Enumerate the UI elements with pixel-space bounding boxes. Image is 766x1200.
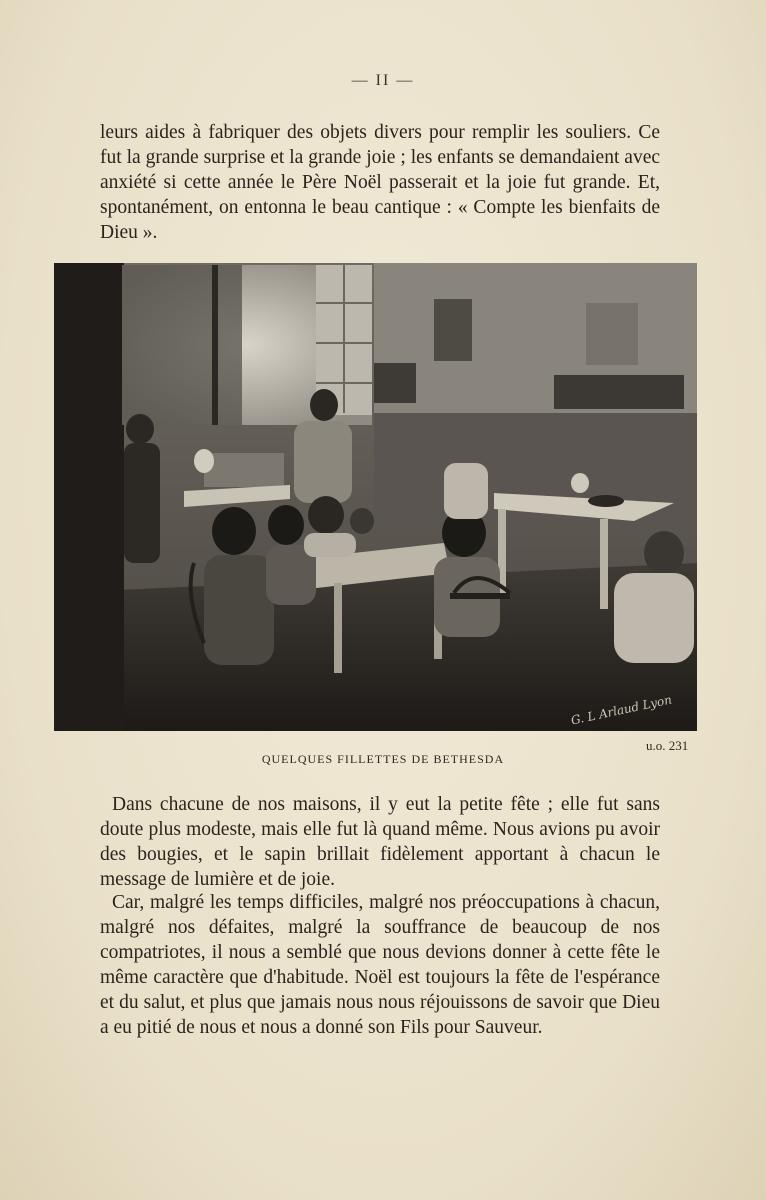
paragraph-2: Car, malgré les temps difficiles, malgré nos préoccupations à chacun, malgré nos défaites, malgré la souffrance de beaucoup de nos compatriotes, il nous a semblé que nous devions donner à cette fête le même caractère que d'habitude. Noël est toujours la fête de l'espérance et du salut, et plus que jamais nous nous réjouissons de savoir que Dieu a eu pitié de nous et nous a donné son Fils pour Sauveur. bbox=[100, 892, 660, 1038]
top-paragraph: leurs aides à fabriquer des objets divers pour remplir les souliers. Ce fut la grande surprise et la grande joie ; les enfants se demandaient avec anxiété si cette année le Père Noël passerait et la joie fut grande. Et, spontanément, on entonna le beau cantique : « Compte les bienfaits de Dieu ». bbox=[100, 122, 660, 243]
photographer-signature: G. L Arlaud Lyon bbox=[569, 692, 674, 728]
page-number: — II — bbox=[351, 72, 415, 89]
photo-caption: QUELQUES FILLETTES DE BETHESDA bbox=[261, 752, 505, 766]
photo-reference-number: u.o. 231 bbox=[646, 738, 689, 753]
photograph bbox=[54, 263, 697, 731]
classroom-photo-illustration bbox=[54, 263, 697, 731]
paragraph-1: Dans chacune de nos maisons, il y eut la petite fête ; elle fut sans doute plus modeste, mais elle fut là quand même. Nous avions pu avoir des bougies, et le sapin brillait fidèlement apportant à chacun le message de lumière et de joie. bbox=[100, 794, 660, 890]
